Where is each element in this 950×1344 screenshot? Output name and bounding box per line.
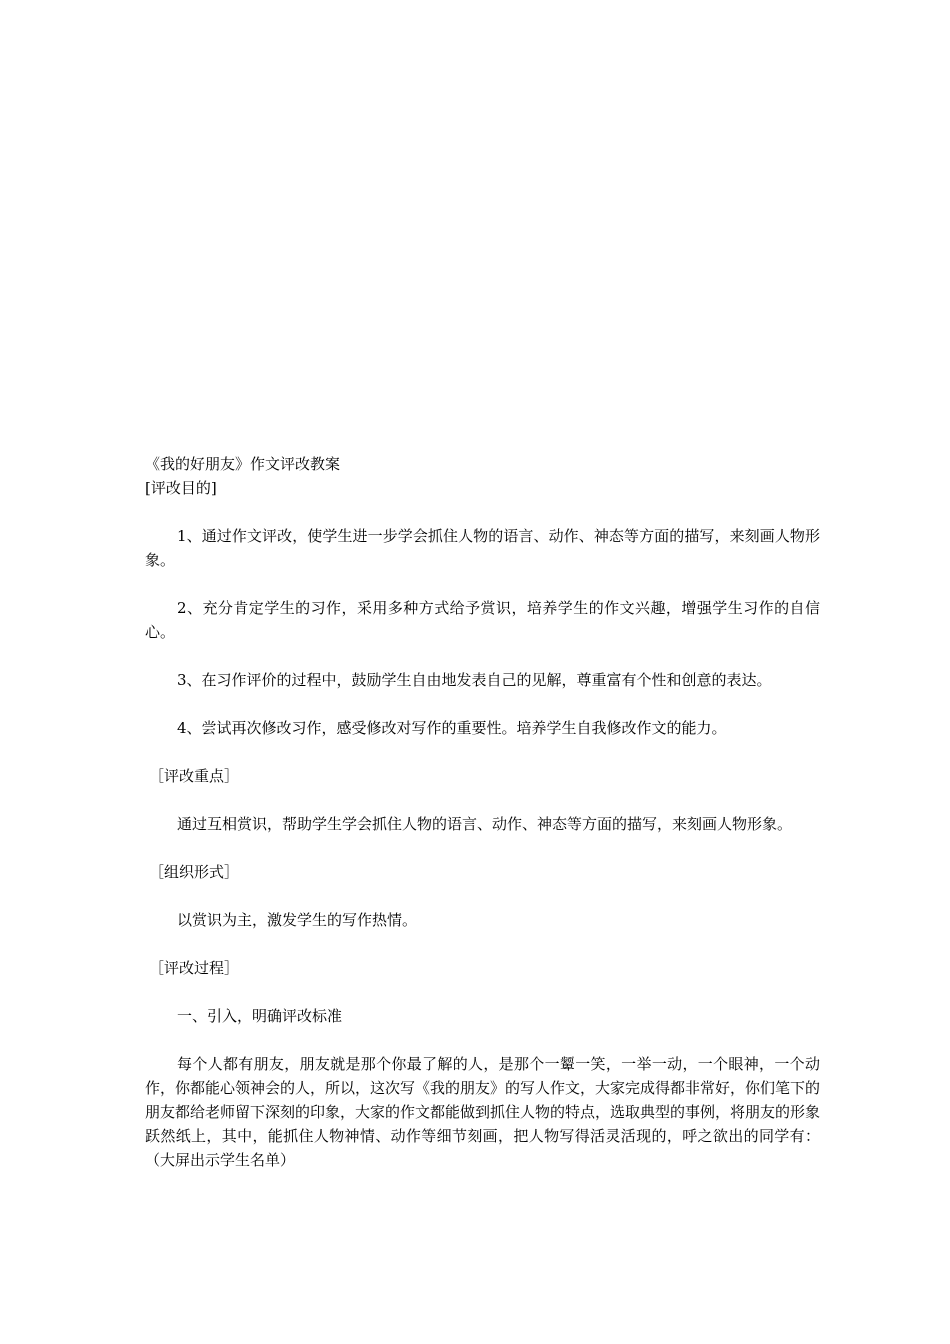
spacer <box>145 932 820 956</box>
spacer <box>145 500 820 524</box>
document-body <box>145 452 820 1172</box>
spacer <box>145 572 820 596</box>
spacer <box>145 740 820 764</box>
purpose-item-3: 3、在习作评价的过程中，鼓励学生自由地发表自己的见解，尊重富有个性和创意的表达。 <box>177 671 772 689</box>
form-text: 以赏识为主，激发学生的写作热情。 <box>177 911 418 929</box>
section-heading-focus: ［评改重点］ <box>149 767 240 785</box>
document-title: 《我的好朋友》作文评改教案 <box>145 455 341 473</box>
purpose-item-1: 1、通过作文评改，使学生进一步学会抓住人物的语言、动作、神态等方面的描写，来刻画人物形象。 <box>145 527 820 569</box>
purpose-item-4: 4、尝试再次修改习作，感受修改对写作的重要性。培养学生自我修改作文的能力。 <box>177 719 727 737</box>
purpose-item-2: 2、充分肯定学生的习作，采用多种方式给予赏识，培养学生的作文兴趣，增强学生习作的自信心。 <box>145 599 820 641</box>
spacer <box>145 1028 820 1052</box>
section-heading-purpose: [评改目的] <box>145 479 217 497</box>
spacer <box>145 980 820 1004</box>
spacer <box>145 692 820 716</box>
spacer <box>145 884 820 908</box>
spacer <box>145 644 820 668</box>
process-intro: 每个人都有朋友，朋友就是那个你最了解的人，是那个一颦一笑，一举一动，一个眼神，一个动作，你都能心领神会的人，所以，这次写《我的朋友》的写人作文，大家完成得都非常好，你们笔下的朋友都给老师留下深刻的印象，大家的作文都能做到抓住人物的特点，选取典型的事例，将朋友的形象跃然纸上，其中，能抓住人物神情、动作等细节刻画，把人物写得活灵活现的，呼之欲出的同学有：（大屏出示学生名单） <box>145 1055 821 1169</box>
spacer <box>145 836 820 860</box>
section-heading-form: ［组织形式］ <box>149 863 240 881</box>
section-heading-process: ［评改过程］ <box>149 959 240 977</box>
focus-text: 通过互相赏识，帮助学生学会抓住人物的语言、动作、神态等方面的描写，来刻画人物形象。 <box>177 815 793 833</box>
spacer <box>145 788 820 812</box>
process-step-1: 一、引入，明确评改标准 <box>177 1007 343 1025</box>
